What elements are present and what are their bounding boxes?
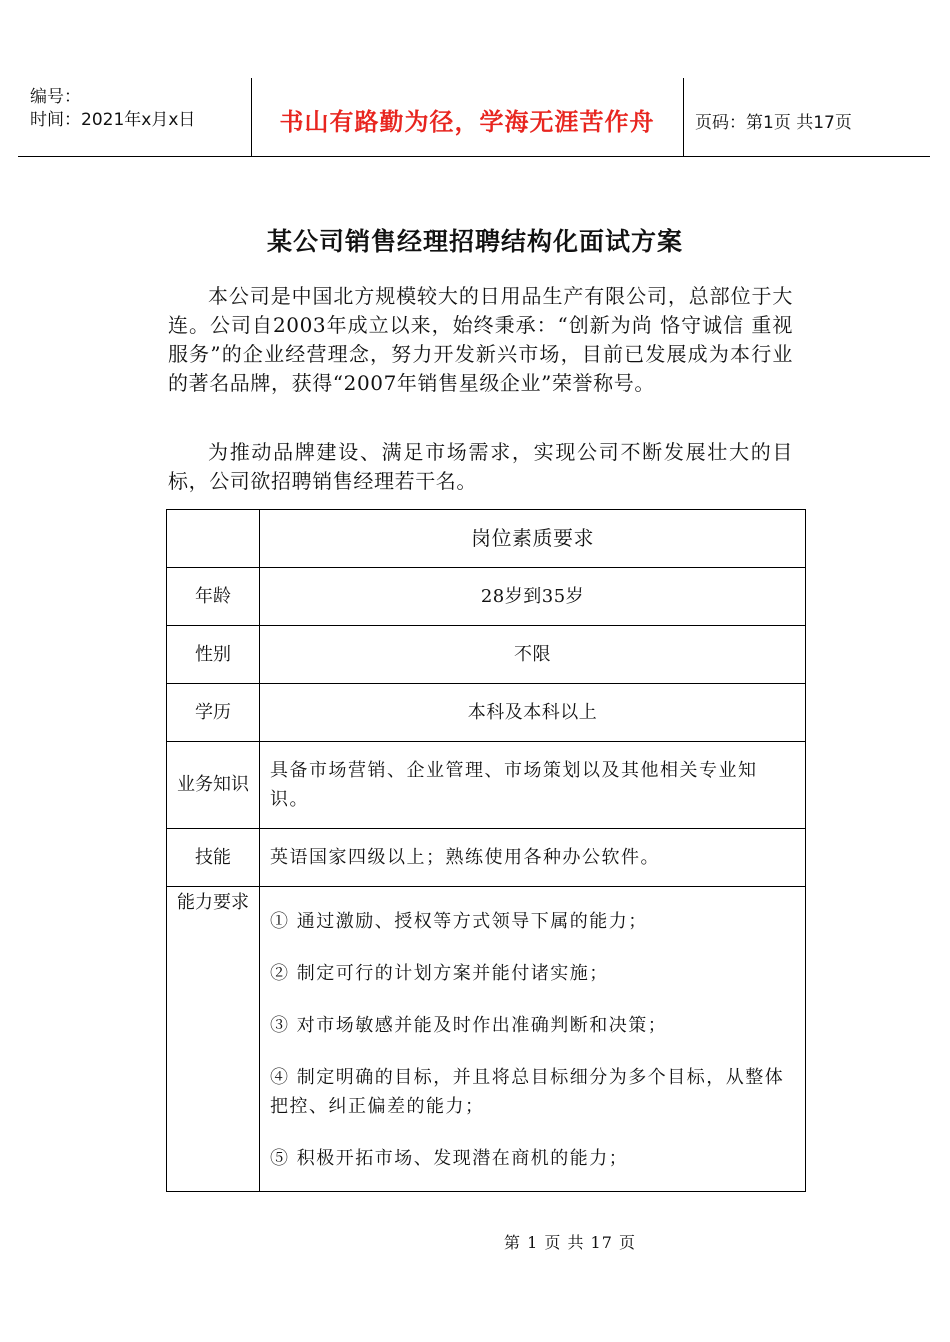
row-label: 学历 (167, 684, 260, 742)
purpose-paragraph: 为推动品牌建设、满足市场需求，实现公司不断发展壮大的目标，公司欲招聘销售经理若干名。 (168, 440, 793, 493)
ability-item: ① 通过激励、授权等方式领导下属的能力； (270, 911, 648, 932)
row-value: 不限 (260, 626, 806, 684)
table-row-education (167, 684, 806, 742)
document-title: 某公司销售经理招聘结构化面试方案 (266, 227, 683, 256)
row-label: 业务知识 (167, 742, 260, 829)
table-row-skills (167, 829, 806, 887)
row-value: 英语国家四级以上；熟练使用各种办公软件。 (260, 829, 806, 887)
row-value: 28岁到35岁 (260, 568, 806, 626)
table-row-gender (167, 626, 806, 684)
ability-item: ② 制定可行的计划方案并能付诸实施； (270, 963, 609, 984)
table-row-ability (167, 887, 806, 1192)
requirements-table (166, 509, 806, 1192)
header-meta-cell (18, 78, 252, 156)
ability-item: ⑤ 积极开拓市场、发现潜在商机的能力； (270, 1148, 629, 1169)
header-page-cell (683, 78, 930, 156)
document-number-label: 编号： (30, 87, 81, 107)
table-row-knowledge (167, 742, 806, 829)
table-row-age (167, 568, 806, 626)
row-label: 性别 (167, 626, 260, 684)
ability-list-cell (260, 887, 806, 1192)
row-value: 具备市场营销、企业管理、市场策划以及其他相关专业知识。 (260, 742, 806, 829)
header-motto-cell (251, 78, 684, 156)
page-footer: 第 1 页 共 17 页 (504, 1233, 636, 1252)
row-label: 能力要求 (167, 887, 260, 1192)
ability-item: ④ 制定明确的目标，并且将总目标细分为多个目标，从整体把控、纠正偏差的能力； (270, 1067, 785, 1117)
table-header-value: 岗位素质要求 (260, 510, 806, 568)
ability-item: ③ 对市场敏感并能及时作出准确判断和决策； (270, 1015, 668, 1036)
document-time-label: 时间：2021年x月x日 (30, 110, 196, 130)
row-value: 本科及本科以上 (260, 684, 806, 742)
table-header-label (167, 510, 260, 568)
page-header (18, 78, 930, 157)
table-header-row (167, 510, 806, 568)
intro-paragraph: 本公司是中国北方规模较大的日用品生产有限公司，总部位于大连。公司自2003年成立以来，始终秉承：“创新为尚 恪守诚信 重视服务”的企业经营理念，努力开发新兴市场，目前已发展成为本行业的著名品牌，获得“2007年销售星级企业”荣誉称号。 (168, 284, 793, 395)
ability-list (270, 905, 795, 1173)
row-label: 技能 (167, 829, 260, 887)
header-motto: 书山有路勤为径，学海无涯苦作舟 (279, 108, 655, 136)
header-page-info: 页码：第1页 共17页 (695, 113, 852, 133)
row-label: 年龄 (167, 568, 260, 626)
